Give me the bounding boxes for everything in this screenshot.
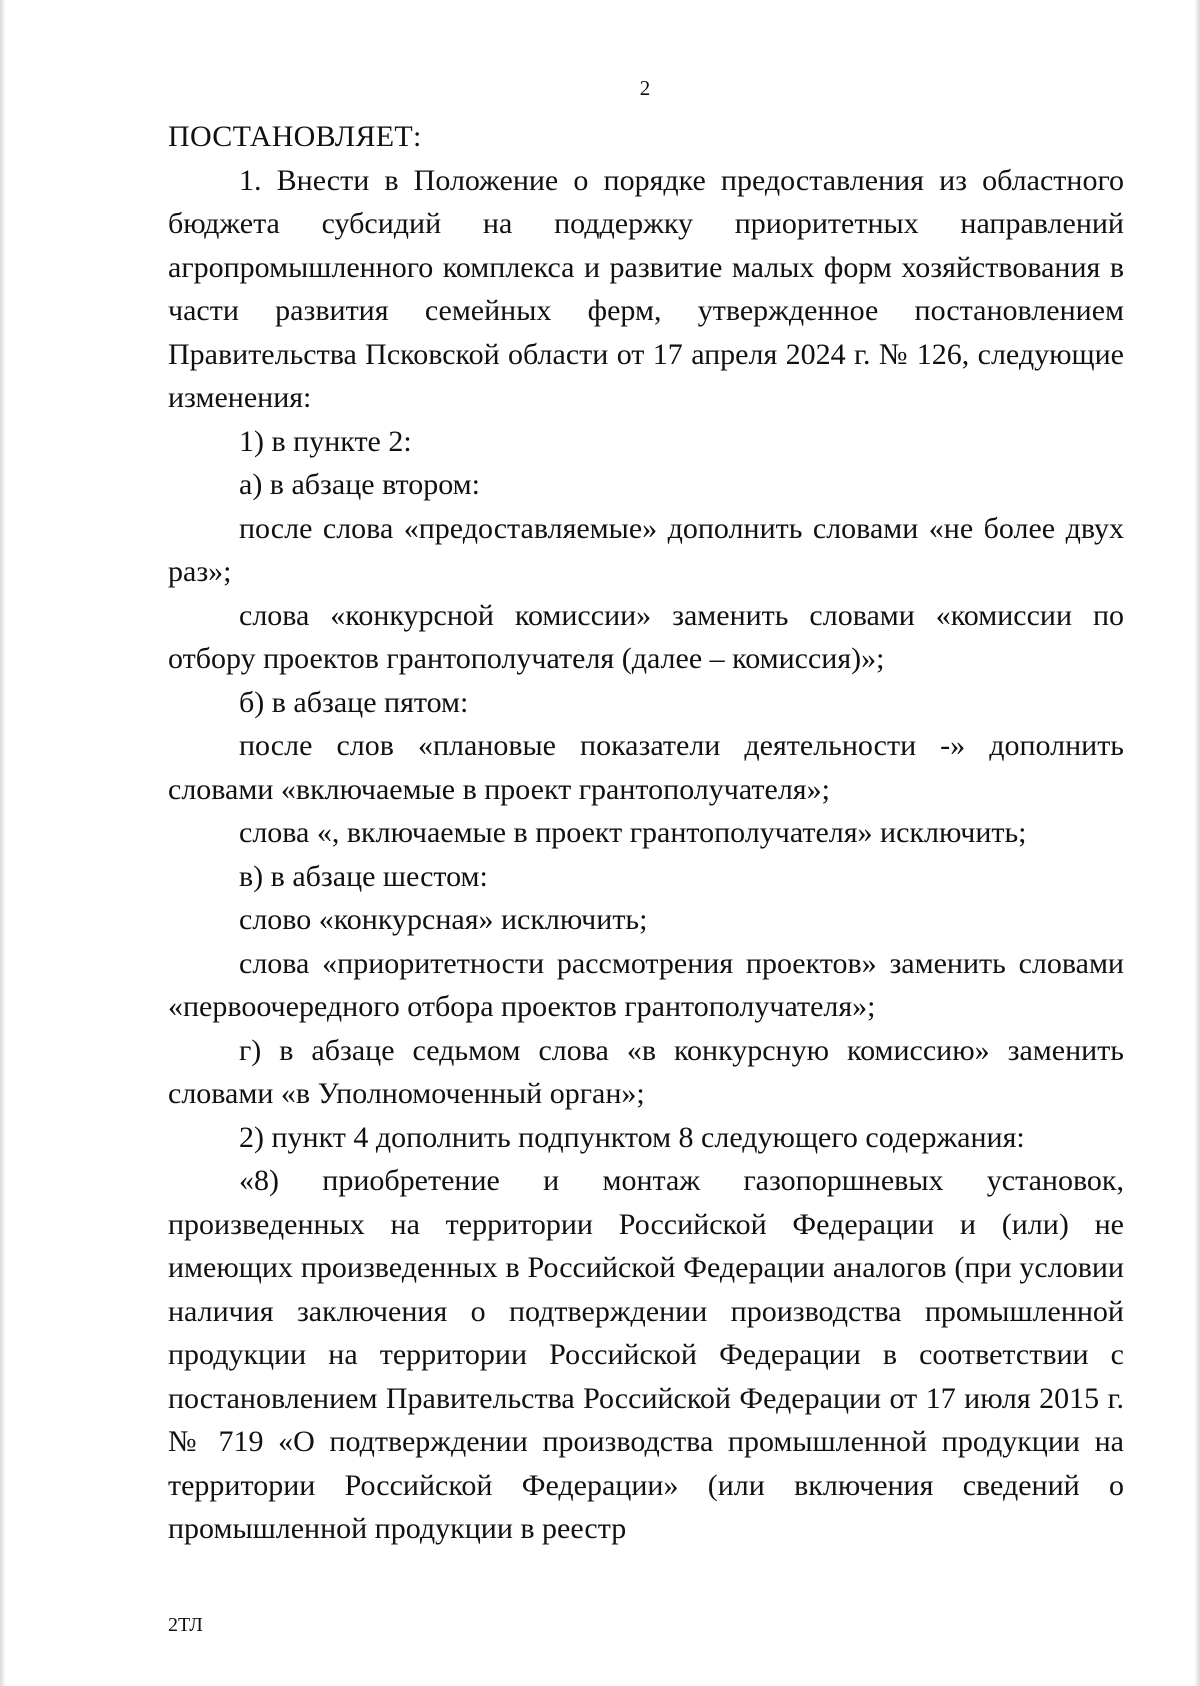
paragraph: 1) в пункте 2: — [239, 424, 412, 458]
paragraph: 1. Внести в Положение о порядке предоставления из областного бюджета субсидий на поддержку приоритетных направлений агропромышленного комплекса и развитие малых форм хозяйствования в части развития семейных ферм, утвержденное постановлением Правительства Псковской области от 17 апреля 2024 г. № 126, следующие изменения: — [168, 163, 1124, 414]
paragraph: а) в абзаце втором: — [239, 468, 480, 501]
footer-code: 2ТЛ — [168, 1614, 203, 1636]
paragraph: слова «, включаемые в проект грантополучателя» исключить; — [239, 816, 1027, 849]
scan-edge-left — [0, 0, 6, 1686]
paragraph: слово «конкурсная» исключить; — [239, 903, 648, 936]
paragraph: 2) пункт 4 дополнить подпунктом 8 следующего содержания: — [239, 1120, 1025, 1154]
page-number: 2 — [639, 76, 651, 100]
scan-edge-right — [1194, 0, 1200, 1686]
paragraph: г) в абзаце седьмом слова «в конкурсную комиссию» заменить словами «в Уполномоченный орган»; — [168, 1033, 1124, 1110]
paragraph: «8) приобретение и монтаж газопоршневых установок, произведенных на территории Российской Федерации и (или) не имеющих произведенных в Российской Федерации аналогов (при условии наличия заключения о подтверждении производства промышленной продукции на территории Российской Федерации в соответствии с постановлением Правительства Российской Федерации от 17 июля 2015 г. № 719 «О подтверждении производства промышленной продукции на территории Российской Федерации» (или включения сведений о промышленной продукции в реестр — [168, 1164, 1124, 1545]
paragraph: в) в абзаце шестом: — [239, 859, 488, 893]
paragraph: б) в абзаце пятом: — [239, 685, 469, 719]
resolution-heading: ПОСТАНОВЛЯЕТ: — [168, 120, 422, 153]
paragraph: слова «конкурсной комиссии» заменить словами «комиссии по отбору проектов грантополучателя (далее – комиссия)»; — [168, 598, 1124, 675]
paragraph: слова «приоритетности рассмотрения проектов» заменить словами «первоочередного отбора проектов грантополучателя»; — [168, 946, 1124, 1023]
paragraph: после слова «предоставляемые» дополнить словами «не более двух раз»; — [168, 511, 1124, 588]
paragraph: после слов «плановые показатели деятельности -» дополнить словами «включаемые в проект грантополучателя»; — [168, 729, 1124, 806]
document-body — [168, 115, 1124, 1551]
